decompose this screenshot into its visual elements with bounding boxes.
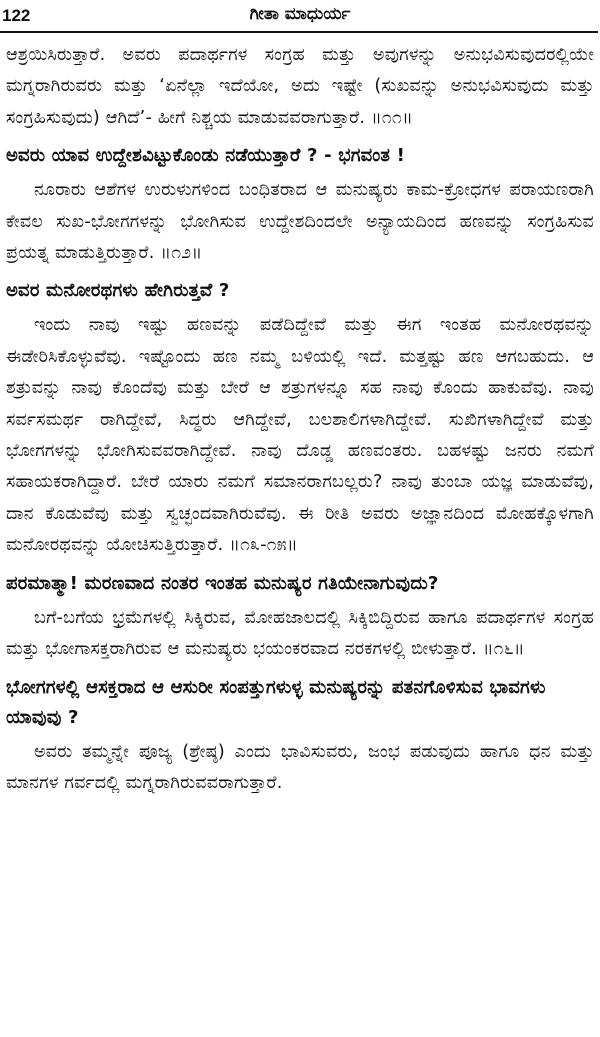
- paragraph-fate: ಬಗೆ-ಬಗೆಯ ಭ್ರಮೆಗಳಲ್ಲಿ ಸಿಕ್ಕಿರುವ, ಮೋಹಜಾಲದಲ್ಲಿ ಸಿಕ್ಕಿಬಿದ್ದಿರುವ ಹಾಗೂ ಪದಾರ್ಥಗಳ ಸಂಗ್ರಹ ಮತ್ತು ಭೋಗಾಸಕ್ತರಾಗಿರುವ ಆ ಮನುಷ್ಯರು ಭಯಂಕರವಾದ ನರಕಗಳಲ್ಲಿ ಬೀಳುತ್ತಾರೆ. ॥೧೬॥: [6, 607, 594, 660]
- section-heading-purpose: ಅವರು ಯಾವ ಉದ್ದೇಶವಿಟ್ಟುಕೊಂಡು ನಡೆಯುತ್ತಾರೆ ? - ಭಗವಂತ !: [6, 145, 405, 167]
- page-number: 122: [2, 6, 31, 25]
- section-heading-downfall: ಭೋಗಗಳಲ್ಲಿ ಆಸಕ್ತರಾದ ಆ ಆಸುರೀ ಸಂಪತ್ತುಗಳುಳ್ಳ ಮನುಷ್ಯರನ್ನು ಪತನಗೊಳಿಸುವ ಭಾವಗಳು ಯಾವುವು ?: [6, 676, 546, 728]
- page-body: [6, 40, 594, 799]
- running-title: ಗೀತಾ ಮಾಧುರ್ಯ: [249, 4, 351, 24]
- paragraph-downfall: ಅವರು ತಮ್ಮನ್ನೇ ಪೂಜ್ಯ (ಶ್ರೇಷ್ಠ) ಎಂದು ಭಾವಿಸುವರು, ಜಂಭ ಪಡುವುದು ಹಾಗೂ ಧನ ಮತ್ತು ಮಾನಗಳ ಗರ್ವದಲ್ಲಿ ಮಗ್ನರಾಗಿರುವವರಾಗುತ್ತಾರೆ.: [6, 741, 594, 793]
- paragraph-purpose: ನೂರಾರು ಆಶೆಗಳ ಉರುಳುಗಳಿಂದ ಬಂಧಿತರಾದ ಆ ಮನುಷ್ಯರು ಕಾಮ-ಕ್ರೋಧಗಳ ಪರಾಯಣರಾಗಿ ಕೇವಲ ಸುಖ-ಭೋಗಗಳನ್ನು ಭೋಗಿಸುವ ಉದ್ದೇಶದಿಂದಲೇ ಅನ್ಯಾಯದಿಂದ ಹಣವನ್ನು ಸಂಗ್ರಹಿಸುವ ಪ್ರಯತ್ನ ಮಾಡುತ್ತಿರುತ್ತಾರೆ. ॥೧೨॥: [6, 180, 594, 264]
- paragraph-continued: ಆಶ್ರಯಿಸಿರುತ್ತಾರೆ. ಅವರು ಪದಾರ್ಥಗಳ ಸಂಗ್ರಹ ಮತ್ತು ಅವುಗಳನ್ನು ಅನುಭವಿಸುವುದರಲ್ಲಿಯೇ ಮಗ್ನರಾಗಿರುವರು ಮತ್ತು ‘ಏನೆಲ್ಲಾ ಇದೆಯೋ, ಅದು ಇಷ್ಟೇ (ಸುಖವನ್ನು ಅನುಭವಿಸುವುದು ಮತ್ತು ಸಂಗ್ರಹಿಸುವುದು) ಆಗಿದೆ’- ಹೀಗೆ ನಿಶ್ಚಯ ಮಾಡುವವರಾಗುತ್ತಾರೆ. ॥೧೧॥: [6, 45, 594, 128]
- header-rule: [0, 31, 598, 33]
- section-heading-desires: ಅವರ ಮನೋರಥಗಳು ಹೇಗಿರುತ್ತವೆ ?: [6, 280, 230, 302]
- paragraph-desires: ಇಂದು ನಾವು ಇಷ್ಟು ಹಣವನ್ನು ಪಡೆದಿದ್ದೇವೆ ಮತ್ತು ಈಗ ಇಂತಹ ಮನೋರಥವನ್ನು ಈಡೇರಿಸಿಕೊಳ್ಳುವೆವು. ಇಷ್ಟೊಂದು ಹಣ ನಮ್ಮ ಬಳಿಯಲ್ಲಿ ಇದೆ. ಮತ್ತಷ್ಟು ಹಣ ಆಗಬಹುದು. ಆ ಶತ್ರುವನ್ನು ನಾವು ಕೊಂದೆವು ಮತ್ತು ಬೇರೆ ಆ ಶತ್ರುಗಳನ್ನೂ ಸಹ ನಾವು ಕೊಂದು ಹಾಕುವೆವು. ನಾವು ಸರ್ವಸಮರ್ಥ ರಾಗಿದ್ದೇವೆ, ಸಿದ್ಧರು ಆಗಿದ್ದೇವೆ, ಬಲಶಾಲಿಗಳಾಗಿದ್ದೇವೆ. ಸುಖಿಗಳಾಗಿದ್ದೇವೆ ಮತ್ತು ಭೋಗಗಳನ್ನು ಭೋಗಿಸುವವರಾಗಿದ್ದೇವೆ. ನಾವು ದೊಡ್ಡ ಹಣವಂತರು. ಬಹಳಷ್ಟು ಜನರು ನಮಗೆ ಸಹಾಯಕರಾಗಿದ್ದಾರೆ. ಬೇರೆ ಯಾರು ನಮಗೆ ಸಮಾನರಾಗಬಲ್ಲರು? ನಾವು ತುಂಬಾ ಯಜ್ಞ ಮಾಡುವೆವು, ದಾನ ಕೊಡುವೆವು ಮತ್ತು ಸ್ವಚ್ಛಂದವಾಗಿರುವೆವು. ಈ ರೀತಿ ಅವರು ಅಜ್ಞಾನದಿಂದ ಮೋಹಕ್ಕೊಳಗಾಗಿ ಮನೋರಥವನ್ನು ಯೋಚಿಸುತ್ತಿರುತ್ತಾರೆ. ॥೧೩-೧೫॥: [6, 315, 594, 556]
- page-header: [0, 0, 600, 40]
- section-heading-fate: ಪರಮಾತ್ಮಾ! ಮರಣವಾದ ನಂತರ ಇಂತಹ ಮನುಷ್ಯರ ಗತಿಯೇನಾಗುವುದು?: [6, 572, 439, 594]
